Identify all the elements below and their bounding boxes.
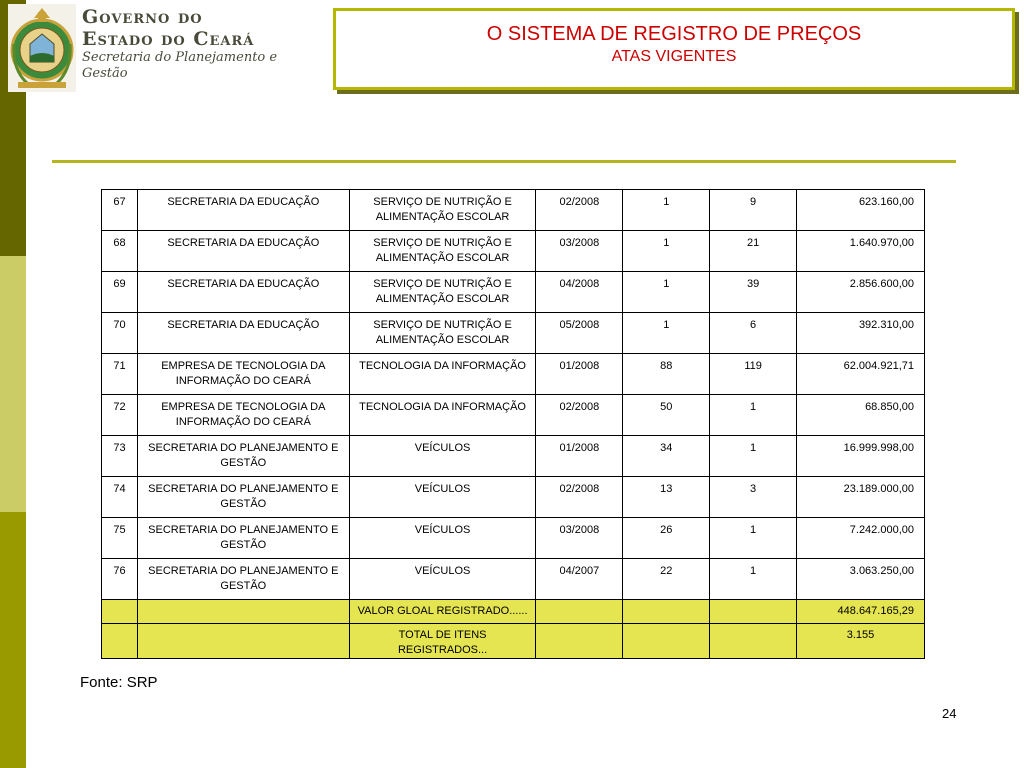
value-cell: 623.160,00: [797, 190, 925, 231]
table-row: [102, 272, 925, 313]
lots-cell: 1: [623, 272, 710, 313]
ata-number-cell: 03/2008: [536, 518, 623, 559]
title-box: [333, 8, 1015, 90]
object-cell: SERVIÇO DE NUTRIÇÃO E ALIMENTAÇÃO ESCOLAR: [349, 313, 536, 354]
object-cell: SERVIÇO DE NUTRIÇÃO E ALIMENTAÇÃO ESCOLAR: [349, 190, 536, 231]
lots-cell: 13: [623, 477, 710, 518]
table-row: [102, 395, 925, 436]
row-number-cell: 67: [102, 190, 138, 231]
lots-cell: 50: [623, 395, 710, 436]
lots-cell: 1: [623, 231, 710, 272]
side-bar-middle: [0, 256, 26, 512]
items-cell: 39: [710, 272, 797, 313]
object-cell: VEÍCULOS: [349, 559, 536, 600]
object-cell: TECNOLOGIA DA INFORMAÇÃO: [349, 354, 536, 395]
table-row: [102, 313, 925, 354]
gov-line-1: Governo do: [82, 6, 203, 28]
table-row: [102, 477, 925, 518]
row-number-cell: 73: [102, 436, 138, 477]
lots-cell: 1: [623, 190, 710, 231]
ata-number-cell: 01/2008: [536, 436, 623, 477]
items-cell: 1: [710, 436, 797, 477]
ata-number-cell: 03/2008: [536, 231, 623, 272]
object-cell: TECNOLOGIA DA INFORMAÇÃO: [349, 395, 536, 436]
coat-of-arms-logo: [8, 4, 76, 92]
ata-number-cell: 02/2008: [536, 395, 623, 436]
value-cell: 2.856.600,00: [797, 272, 925, 313]
lots-cell: 34: [623, 436, 710, 477]
value-cell: 23.189.000,00: [797, 477, 925, 518]
total-items-row: [102, 624, 925, 659]
items-cell: 1: [710, 395, 797, 436]
items-cell: 6: [710, 313, 797, 354]
divider-rule: [52, 160, 956, 163]
table-row: [102, 231, 925, 272]
ata-number-cell: 04/2007: [536, 559, 623, 600]
value-cell: 3.063.250,00: [797, 559, 925, 600]
agency-cell: SECRETARIA DA EDUCAÇÃO: [137, 313, 349, 354]
items-cell: 1: [710, 518, 797, 559]
table-row: [102, 559, 925, 600]
lots-cell: 26: [623, 518, 710, 559]
gov-line-4: Gestão: [82, 66, 128, 81]
agency-cell: SECRETARIA DA EDUCAÇÃO: [137, 231, 349, 272]
lots-cell: 22: [623, 559, 710, 600]
agency-cell: SECRETARIA DO PLANEJAMENTO E GESTÃO: [137, 436, 349, 477]
gov-line-2: Estado do Ceará: [82, 28, 255, 50]
ata-number-cell: 04/2008: [536, 272, 623, 313]
object-cell: VEÍCULOS: [349, 436, 536, 477]
value-cell: 392.310,00: [797, 313, 925, 354]
total-value-row: [102, 600, 925, 624]
value-cell: 68.850,00: [797, 395, 925, 436]
agency-cell: SECRETARIA DO PLANEJAMENTO E GESTÃO: [137, 477, 349, 518]
table-row: [102, 190, 925, 231]
items-cell: 9: [710, 190, 797, 231]
total-items-label: TOTAL DE ITENS REGISTRADOS...: [349, 624, 536, 659]
agency-cell: EMPRESA DE TECNOLOGIA DA INFORMAÇÃO DO CEARÁ: [137, 395, 349, 436]
items-cell: 3: [710, 477, 797, 518]
ata-number-cell: 02/2008: [536, 477, 623, 518]
table-row: [102, 436, 925, 477]
items-cell: 119: [710, 354, 797, 395]
row-number-cell: 72: [102, 395, 138, 436]
row-number-cell: 75: [102, 518, 138, 559]
ata-number-cell: 02/2008: [536, 190, 623, 231]
table-row: [102, 518, 925, 559]
lots-cell: 1: [623, 313, 710, 354]
total-value: 448.647.165,29: [797, 600, 925, 624]
row-number-cell: 70: [102, 313, 138, 354]
agency-cell: SECRETARIA DO PLANEJAMENTO E GESTÃO: [137, 518, 349, 559]
object-cell: VEÍCULOS: [349, 477, 536, 518]
object-cell: SERVIÇO DE NUTRIÇÃO E ALIMENTAÇÃO ESCOLAR: [349, 272, 536, 313]
ata-number-cell: 05/2008: [536, 313, 623, 354]
side-bar-bottom: [0, 512, 26, 768]
row-number-cell: 76: [102, 559, 138, 600]
ata-number-cell: 01/2008: [536, 354, 623, 395]
source-note: Fonte: SRP: [80, 674, 158, 691]
object-cell: VEÍCULOS: [349, 518, 536, 559]
value-cell: 1.640.970,00: [797, 231, 925, 272]
table-row: [102, 354, 925, 395]
government-header: [82, 6, 277, 82]
total-value-label: VALOR GLOAL REGISTRADO......: [349, 600, 536, 624]
agency-cell: SECRETARIA DA EDUCAÇÃO: [137, 272, 349, 313]
row-number-cell: 68: [102, 231, 138, 272]
row-number-cell: 74: [102, 477, 138, 518]
page-number: 24: [942, 706, 957, 721]
value-cell: 7.242.000,00: [797, 518, 925, 559]
value-cell: 62.004.921,71: [797, 354, 925, 395]
items-cell: 1: [710, 559, 797, 600]
row-number-cell: 69: [102, 272, 138, 313]
value-cell: 16.999.998,00: [797, 436, 925, 477]
lots-cell: 88: [623, 354, 710, 395]
slide-title: O SISTEMA DE REGISTRO DE PREÇOS: [486, 23, 862, 45]
object-cell: SERVIÇO DE NUTRIÇÃO E ALIMENTAÇÃO ESCOLAR: [349, 231, 536, 272]
slide-subtitle: ATAS VIGENTES: [611, 48, 737, 65]
gov-line-3: Secretaria do Planejamento e: [82, 50, 278, 65]
agency-cell: SECRETARIA DA EDUCAÇÃO: [137, 190, 349, 231]
items-cell: 21: [710, 231, 797, 272]
atas-table: [101, 189, 925, 659]
agency-cell: EMPRESA DE TECNOLOGIA DA INFORMAÇÃO DO CEARÁ: [137, 354, 349, 395]
total-items: 3.155: [797, 624, 925, 659]
row-number-cell: 71: [102, 354, 138, 395]
agency-cell: SECRETARIA DO PLANEJAMENTO E GESTÃO: [137, 559, 349, 600]
